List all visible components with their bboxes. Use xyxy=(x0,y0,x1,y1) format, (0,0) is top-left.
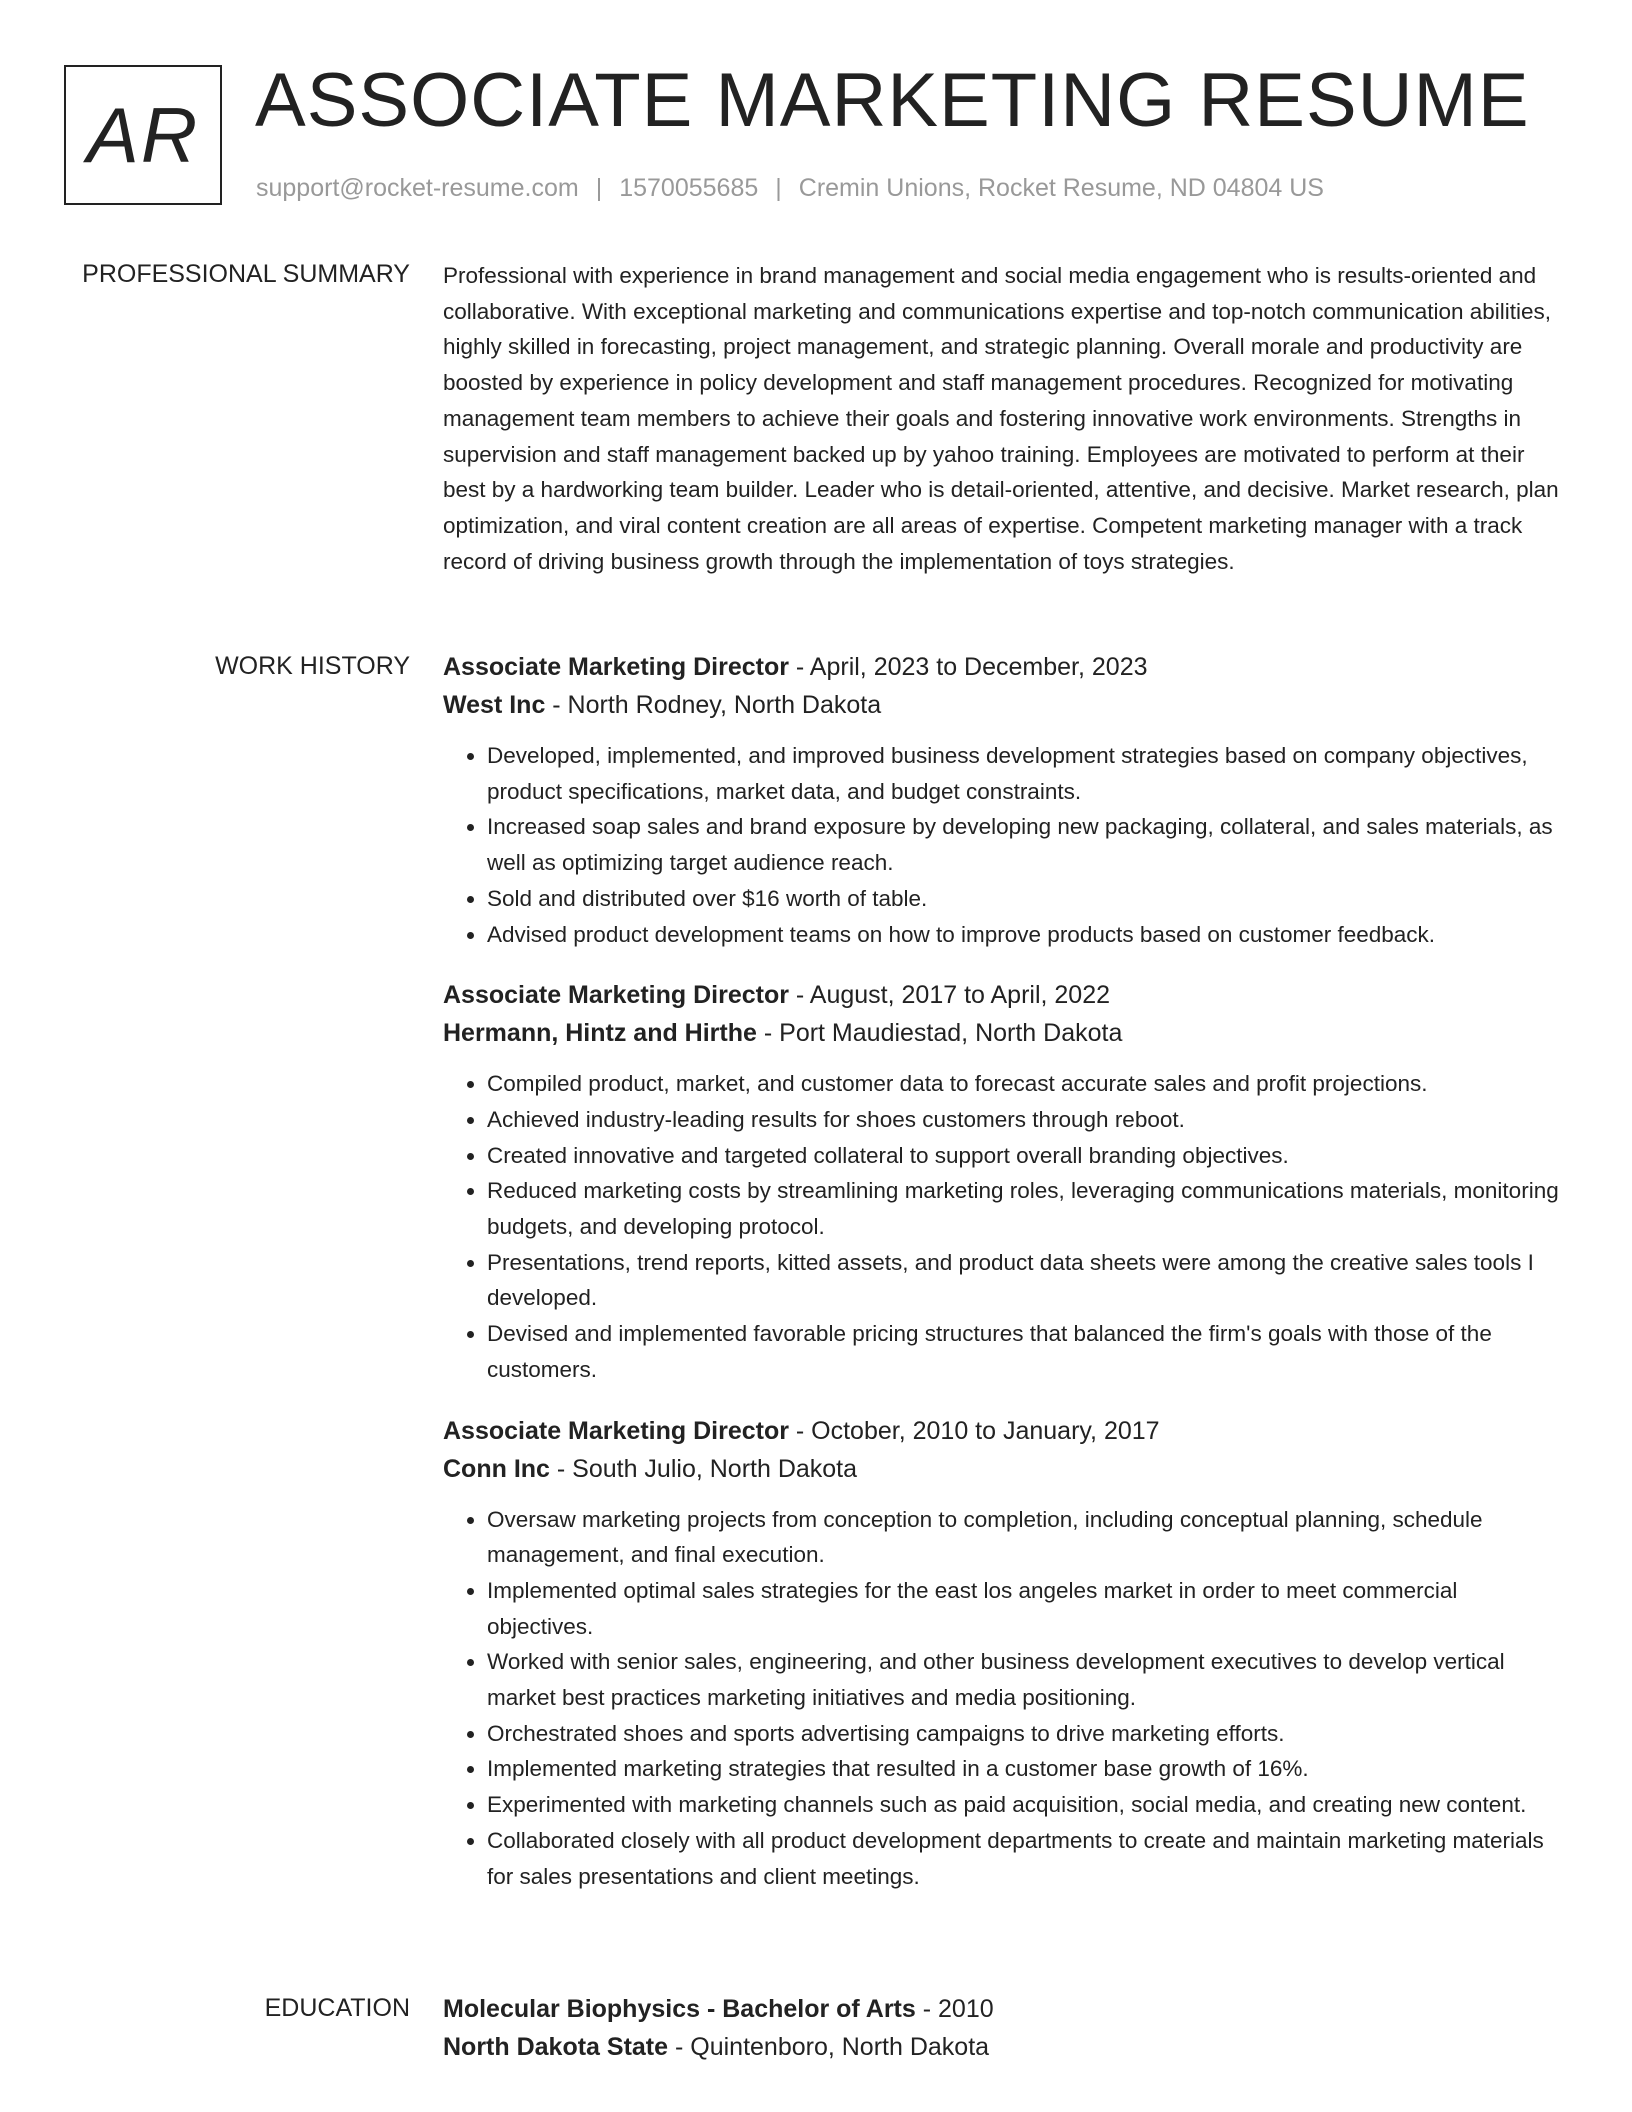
job-title-line xyxy=(443,976,1563,1014)
contact-separator: | xyxy=(775,174,782,202)
job-bullet: • Experimented with marketing channels such as paid acquisition, social media, and creating new content. xyxy=(487,1787,1563,1823)
job-company-line xyxy=(443,686,1563,724)
job-bullet: • Devised and implemented favorable pricing structures that balanced the firm's goals with those of the customers. xyxy=(487,1316,1563,1387)
job-bullets xyxy=(443,1066,1563,1387)
job-bullet: • Advised product development teams on how to improve products based on customer feedback. xyxy=(487,917,1563,953)
job-location: - North Rodney, North Dakota xyxy=(545,691,882,719)
job-bullet: • Increased soap sales and brand exposure by developing new packaging, collateral, and sales materials, as well as optimizing target audience reach. xyxy=(487,809,1563,880)
contact-line xyxy=(256,174,1324,203)
work-history-label: WORK HISTORY xyxy=(215,652,410,680)
job-bullet: • Oversaw marketing projects from conception to completion, including conceptual planning, schedule management, and final execution. xyxy=(487,1502,1563,1573)
job-entry xyxy=(443,648,1563,952)
job-dates: - August, 2017 to April, 2022 xyxy=(788,981,1111,1010)
job-bullet: • Created innovative and targeted collateral to support overall branding objectives. xyxy=(487,1138,1563,1174)
contact-email[interactable]: support@rocket-resume.com xyxy=(256,174,579,202)
resume-title: ASSOCIATE MARKETING RESUME xyxy=(255,58,1530,143)
job-title: Associate Marketing Director xyxy=(443,1416,789,1445)
job-dates: - October, 2010 to January, 2017 xyxy=(788,1416,1160,1445)
job-bullet: • Reduced marketing costs by streamlining marketing roles, leveraging communications materials, monitoring budgets, and developing protocol. xyxy=(487,1173,1563,1244)
job-title-line xyxy=(443,1412,1563,1450)
job-bullet: • Developed, implemented, and improved business development strategies based on company objectives, product specifications, market data, and budget constraints. xyxy=(487,738,1563,809)
job-bullet: • Worked with senior sales, engineering, and other business development executives to develop vertical market best practices marketing initiatives and media positioning. xyxy=(487,1644,1563,1715)
job-bullet: • Sold and distributed over $16 worth of table. xyxy=(487,881,1563,917)
summary-body xyxy=(443,258,1563,579)
job-bullet: • Implemented marketing strategies that resulted in a customer base growth of 16%. xyxy=(487,1751,1563,1787)
education-label: EDUCATION xyxy=(264,1994,410,2022)
job-bullet: • Collaborated closely with all product development departments to create and maintain marketing materials for sales presentations and client meetings. xyxy=(487,1823,1563,1894)
summary-text: Professional with experience in brand management and social media engagement who is results-oriented and collaborative. With exceptional marketing and communications expertise and top-notch communication abilities, highly skilled in forecasting, project management, and strategic planning. Overall morale and productivity are boosted by experience in policy development and staff management procedures. Recognized for motivating management team members to achieve their goals and fostering innovative work environments. Strengths in supervision and staff management backed up by yahoo training. Employees are motivated to perform at their best by a hardworking team builder. Leader who is detail-oriented, attentive, and decisive. Market research, plan optimization, and viral content creation are all areas of expertise. Competent marketing manager with a track record of driving business growth through the implementation of toys strategies. xyxy=(443,263,1559,574)
job-location: - Port Maudiestad, North Dakota xyxy=(756,1019,1123,1048)
contact-separator: | xyxy=(595,174,603,202)
education-body xyxy=(443,1990,1563,2066)
job-bullet: • Achieved industry-leading results for shoes customers through reboot. xyxy=(487,1102,1563,1138)
job-dates: - April, 2023 to December, 2023 xyxy=(788,653,1148,681)
summary-label: PROFESSIONAL SUMMARY xyxy=(82,260,410,288)
education-location: - Quintenboro, North Dakota xyxy=(668,2033,990,2061)
education-school: North Dakota State xyxy=(443,2033,669,2061)
job-company: West Inc xyxy=(443,691,546,719)
job-bullets xyxy=(443,738,1563,952)
job-bullet: • Compiled product, market, and customer data to forecast accurate sales and profit projections. xyxy=(487,1066,1563,1102)
education-degree: Molecular Biophysics - Bachelor of Arts xyxy=(443,1995,916,2023)
job-bullet: • Presentations, trend reports, kitted assets, and product data sheets were among the creative sales tools I developed. xyxy=(487,1245,1563,1316)
job-bullet: • Orchestrated shoes and sports advertising campaigns to drive marketing efforts. xyxy=(487,1716,1563,1752)
education-school-line xyxy=(443,2028,1563,2066)
job-bullet: • Implemented optimal sales strategies for the east los angeles market in order to meet commercial objectives. xyxy=(487,1573,1563,1644)
monogram-badge xyxy=(64,65,222,205)
education-year: - 2010 xyxy=(915,1995,994,2023)
job-entry xyxy=(443,976,1563,1387)
monogram-initials: AR xyxy=(86,90,200,179)
job-title: Associate Marketing Director xyxy=(443,981,789,1010)
job-company: Hermann, Hintz and Hirthe xyxy=(443,1019,757,1048)
contact-phone[interactable]: 1570055685 xyxy=(619,174,759,202)
job-company-line xyxy=(443,1014,1563,1052)
job-title-line xyxy=(443,648,1563,686)
job-location: - South Julio, North Dakota xyxy=(549,1454,858,1483)
job-title: Associate Marketing Director xyxy=(443,653,789,681)
job-bullets xyxy=(443,1502,1563,1895)
jobs-list xyxy=(443,648,1563,1918)
job-entry xyxy=(443,1412,1563,1895)
contact-address: Cremin Unions, Rocket Resume, ND 04804 US xyxy=(798,174,1324,202)
education-degree-line xyxy=(443,1990,1563,2028)
job-company-line xyxy=(443,1450,1563,1488)
job-company: Conn Inc xyxy=(443,1454,550,1483)
